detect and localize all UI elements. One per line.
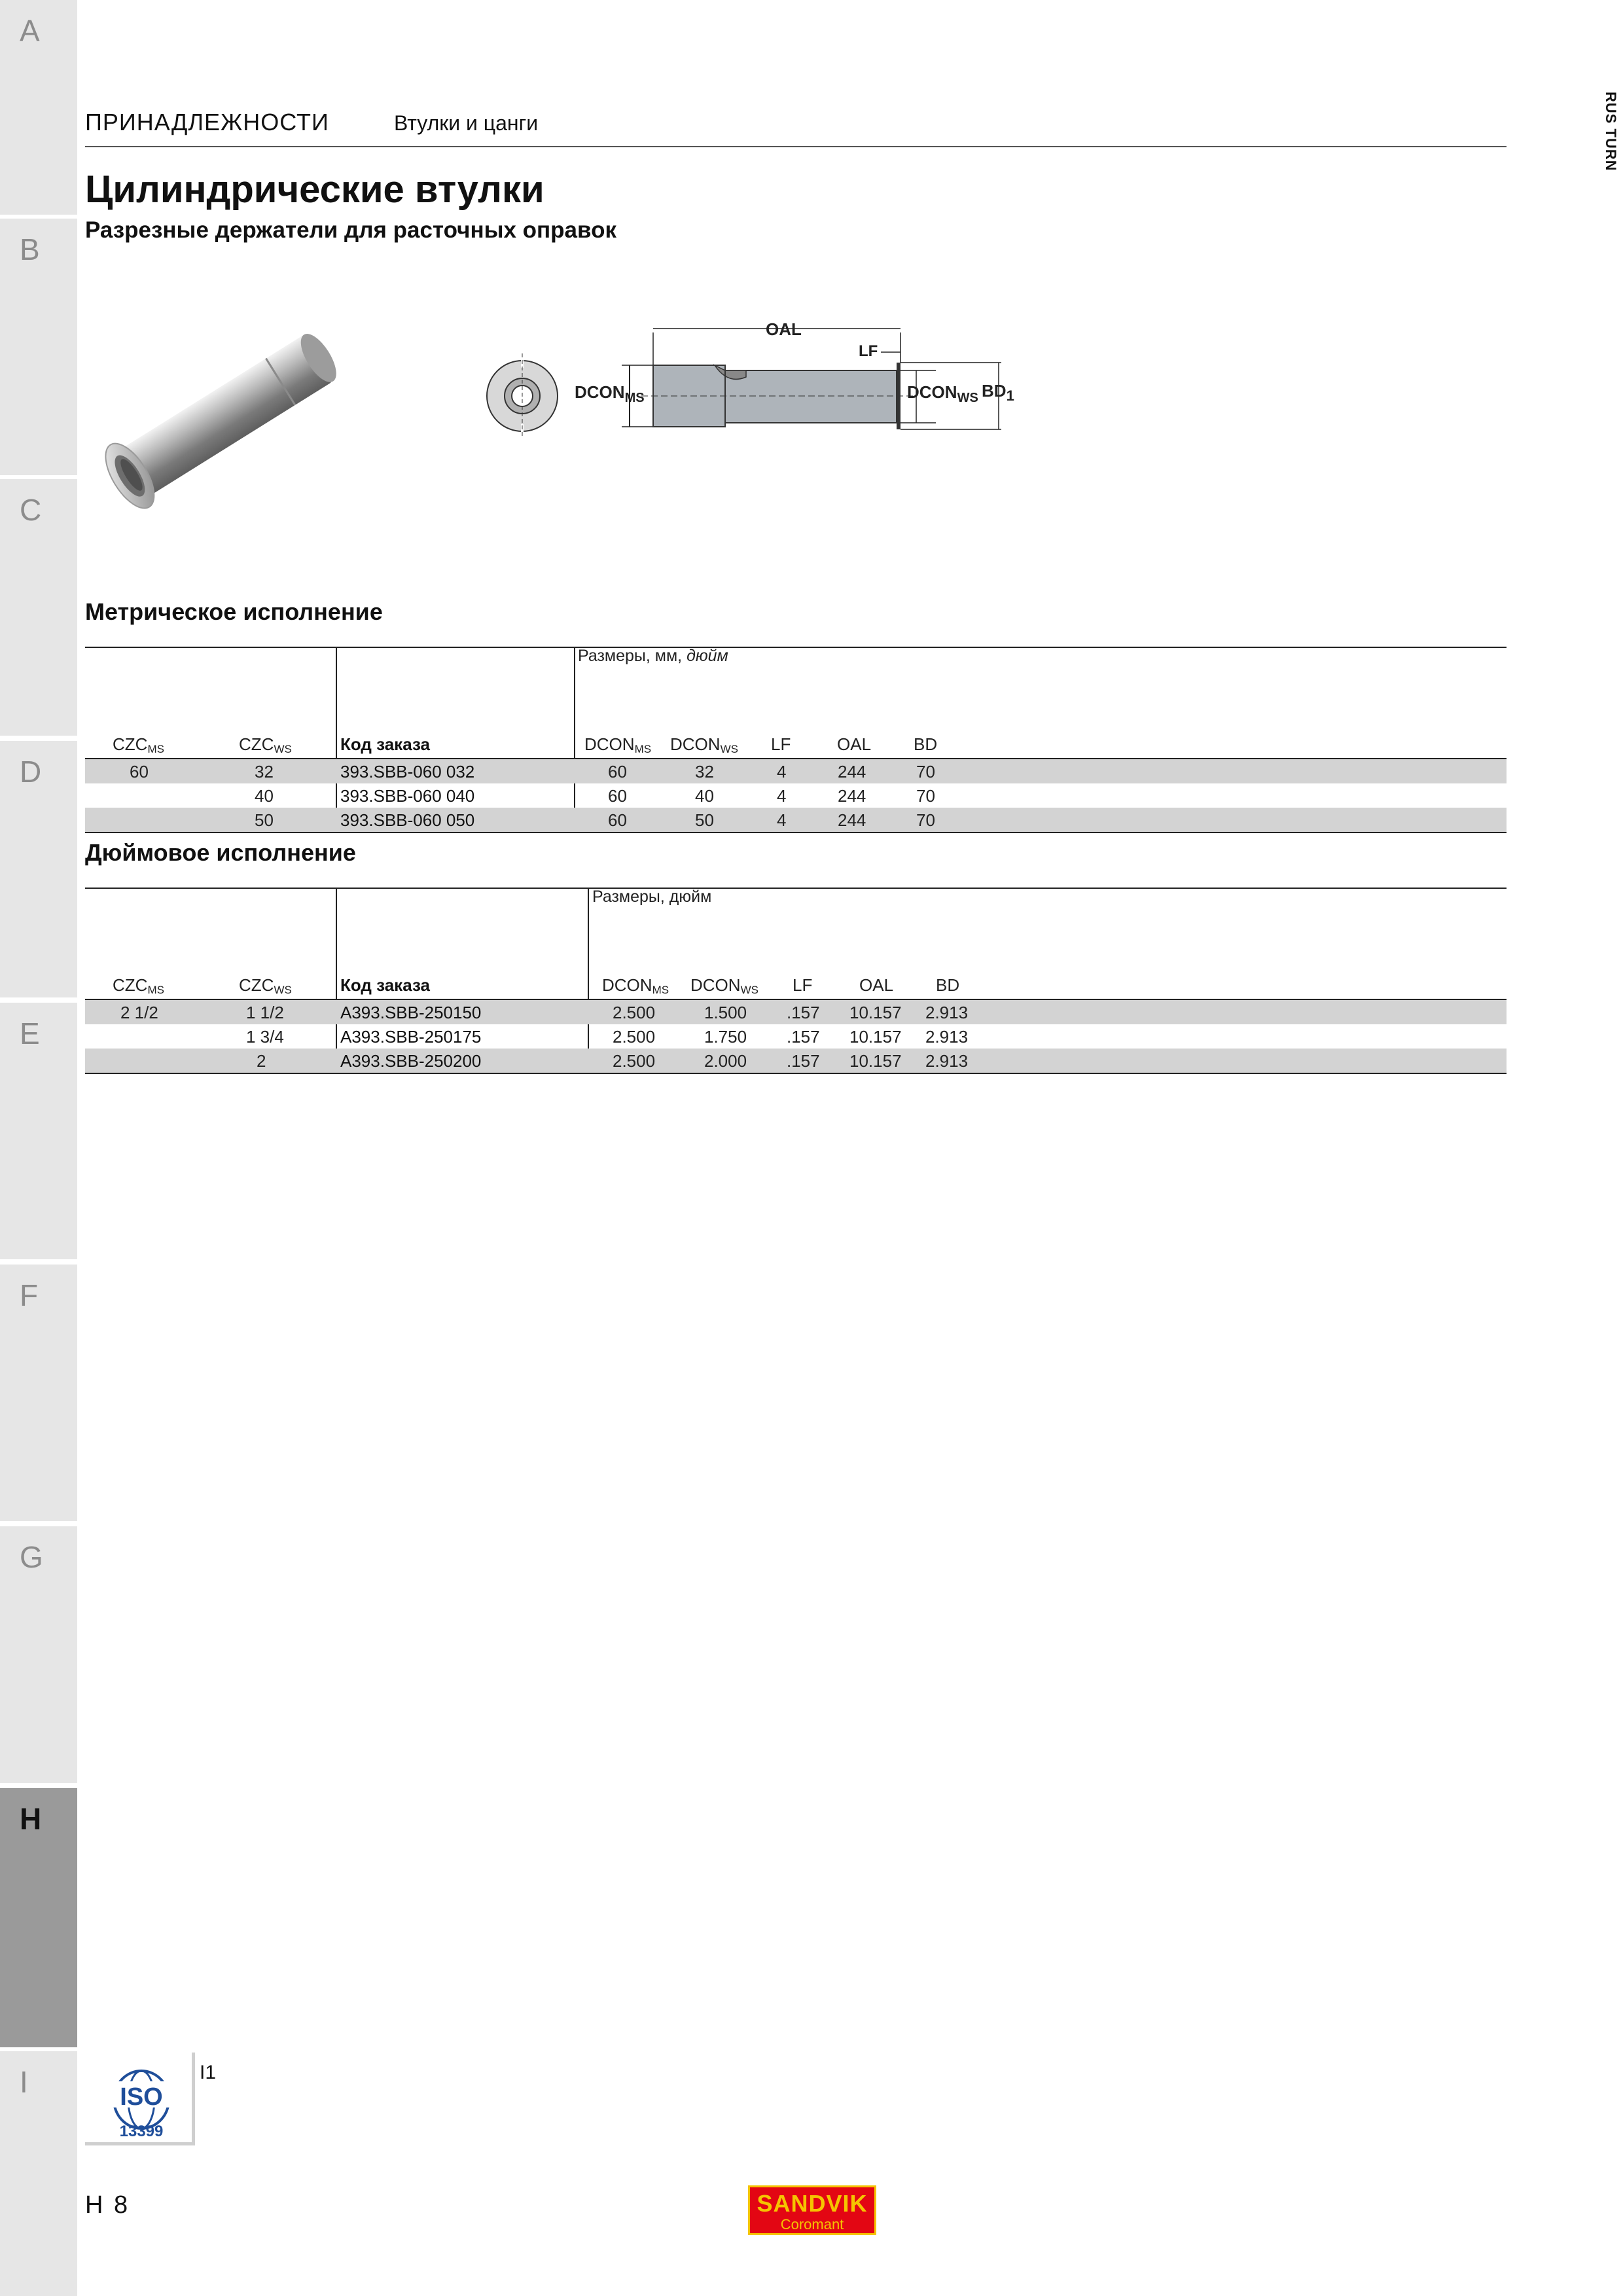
inch-table <box>85 888 1507 1071</box>
tab-h[interactable] <box>0 1788 77 2047</box>
tab-g[interactable] <box>0 1526 77 1783</box>
tab-label: D <box>20 755 42 789</box>
tab-label: I <box>20 2065 28 2099</box>
iso-badge <box>85 2053 195 2145</box>
col-bd: BD <box>936 975 960 995</box>
technical-drawing <box>484 314 1021 445</box>
bd-label: BD <box>982 381 1007 401</box>
section-tab-strip <box>0 0 77 2296</box>
subsection-title: Втулки и цанги <box>394 111 539 135</box>
bd-sub: 1 <box>1006 387 1014 404</box>
tab-b[interactable] <box>0 219 77 475</box>
logo-brand: SANDVIK <box>757 2190 868 2217</box>
col-oal: OAL <box>837 734 872 754</box>
table-row: 50 393.SBB-060 050 60 50 4 244 70 <box>85 808 1507 832</box>
col-czc-ws: $CZC_{WS}$ <box>239 975 292 996</box>
col-dcon-ws: $DCON_{WS}$ <box>670 734 738 755</box>
svg-text:DCONMS <box>575 382 645 405</box>
svg-text:13399: 13399 <box>119 2123 164 2140</box>
col-czc-ws: $CZC_{WS}$ <box>239 734 292 755</box>
dcon-ws-sub: WS <box>957 391 978 405</box>
table-row: 1 3/4 A393.SBB-250175 2.500 1.750 .157 10.157 2.913 <box>246 1027 969 1047</box>
dcon-ms-label: DCON <box>575 382 625 402</box>
tab-e[interactable] <box>0 1003 77 1259</box>
tab-label: B <box>20 232 40 266</box>
oal-label: OAL <box>766 319 802 339</box>
col-czc-ms: $CZC_{MS}$ <box>113 975 164 996</box>
metric-table <box>85 647 1507 830</box>
table-top-rule <box>85 647 1507 648</box>
col-order-code: Код заказа <box>340 734 431 754</box>
tab-d[interactable] <box>0 741 77 997</box>
dimensions-label: Размеры, мм, дюйм <box>578 647 728 665</box>
sandvik-coromant-logo <box>748 2185 876 2235</box>
col-bd: BD <box>914 734 938 754</box>
svg-text:ISO: ISO <box>120 2083 163 2111</box>
table-row: 2 A393.SBB-250200 2.500 2.000 .157 10.157 2.913 <box>85 1049 1507 1073</box>
col-lf: LF <box>771 734 791 754</box>
table-top-rule <box>85 888 1507 889</box>
table-row: 60 32 393.SBB-060 032 60 32 4 244 70 <box>85 759 1507 783</box>
dcon-ws-label: DCON <box>907 382 957 402</box>
tab-label: G <box>20 1540 43 1574</box>
tab-label: F <box>20 1278 39 1312</box>
col-order-code: Код заказа <box>340 975 431 995</box>
section-title: ПРИНАДЛЕЖНОСТИ <box>85 109 329 135</box>
tab-a[interactable] <box>0 0 77 215</box>
col-lf: LF <box>793 975 813 995</box>
tab-i[interactable] <box>0 2051 77 2296</box>
logo-sub: Coromant <box>780 2216 844 2233</box>
table-row: 2 1/2 1 1/2 A393.SBB-250150 2.500 1.500 .157 10.157 2.913 <box>85 1000 1507 1024</box>
dimensions-label: Размеры, дюйм <box>592 888 712 906</box>
iso-logo-icon <box>85 2053 195 2145</box>
side-tag: RUS TURN <box>1603 92 1619 171</box>
page-title: Цилиндрические втулки <box>85 168 544 211</box>
header-divider <box>85 146 1507 147</box>
col-dcon-ms: $DCON_{MS}$ <box>602 975 669 996</box>
tab-c[interactable] <box>0 479 77 736</box>
svg-text:BD1 <box>982 381 1014 404</box>
table-row: 40 393.SBB-060 040 60 40 4 244 70 <box>255 786 935 806</box>
col-czc-ms: $CZC_{MS}$ <box>113 734 164 755</box>
tab-f[interactable] <box>0 1265 77 1521</box>
iso-reference: I1 <box>200 2062 217 2083</box>
page-number: H 8 <box>85 2191 130 2219</box>
end-view <box>487 353 558 439</box>
tab-label: H <box>20 1802 42 1836</box>
table-bottom-rule <box>85 1073 1507 1074</box>
dcon-ms-sub: MS <box>624 391 645 405</box>
page-subtitle: Разрезные держатели для расточных оправок <box>85 217 616 243</box>
svg-text:DCONWS <box>907 382 978 405</box>
inch-heading: Дюймовое исполнение <box>85 839 356 866</box>
lf-label: LF <box>859 342 878 360</box>
product-photo <box>92 314 366 511</box>
tab-label: A <box>20 14 40 48</box>
tab-label: C <box>20 493 42 527</box>
metric-heading: Метрическое исполнение <box>85 598 383 625</box>
col-dcon-ws: $DCON_{WS}$ <box>690 975 758 996</box>
tab-label: E <box>20 1016 40 1050</box>
col-oal: OAL <box>859 975 894 995</box>
col-dcon-ms: $DCON_{MS}$ <box>584 734 652 755</box>
table-bottom-rule <box>85 832 1507 833</box>
